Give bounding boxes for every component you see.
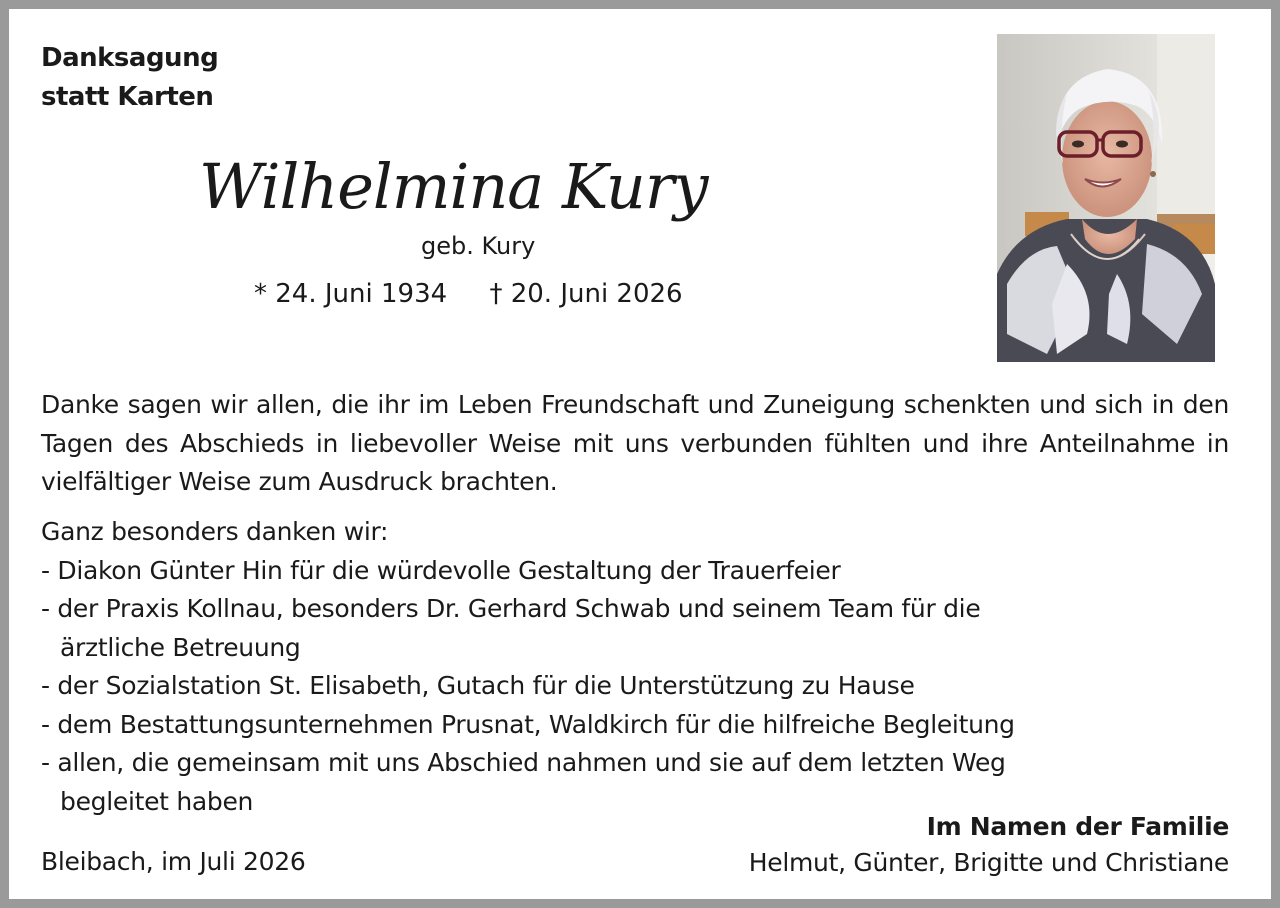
thanks-lead: Ganz besonders danken wir: — [41, 517, 389, 546]
list-item: - der Sozialstation St. Elisabeth, Gutach für die Unterstützung zu Hause — [41, 671, 915, 700]
list-item-continuation: begleitet haben — [60, 786, 254, 816]
maiden-name: geb. Kury — [421, 232, 536, 260]
notice-heading — [41, 39, 218, 117]
thanks-list — [41, 513, 1141, 821]
family-signoff — [749, 809, 1229, 881]
list-item: - allen, die gemeinsam mit uns Abschied nahmen und sie auf dem letzten Weg — [41, 748, 1006, 777]
portrait-photo — [997, 34, 1215, 362]
life-dates — [254, 277, 683, 311]
portrait-photo-icon — [997, 34, 1215, 362]
list-item: - Diakon Günter Hin für die würdevolle Gestaltung der Trauerfeier — [41, 555, 841, 585]
heading-line-2: statt Karten — [41, 82, 214, 112]
place-and-date: Bleibach, im Juli 2026 — [41, 847, 306, 876]
family-names: Helmut, Günter, Brigitte und Christiane — [748, 848, 1229, 877]
birth-date: * 24. Juni 1934 — [254, 279, 448, 309]
list-item-continuation: ärztliche Betreuung — [60, 632, 301, 662]
death-date: † 20. Juni 2026 — [489, 279, 683, 309]
obituary-card — [9, 9, 1271, 899]
list-item: - der Praxis Kollnau, besonders Dr. Gerhard Schwab und seinem Team für die — [41, 594, 981, 623]
deceased-name: Wilhelmina Kury — [199, 150, 708, 223]
intro-paragraph: Danke sagen wir allen, die ihr im Leben Freundschaft und Zuneigung schenkten und sich in den Tagen des Abschieds in liebevoller Weise mit uns verbunden fühlten und ihre Anteilnahme in vielfältiger Weise zum Ausdruck brachten. — [41, 390, 1229, 496]
heading-line-1: Danksagung — [41, 43, 219, 73]
list-item: - dem Bestattungsunternehmen Prusnat, Waldkirch für die hilfreiche Begleitung — [41, 709, 1015, 739]
on-behalf-label: Im Namen der Familie — [926, 812, 1229, 841]
